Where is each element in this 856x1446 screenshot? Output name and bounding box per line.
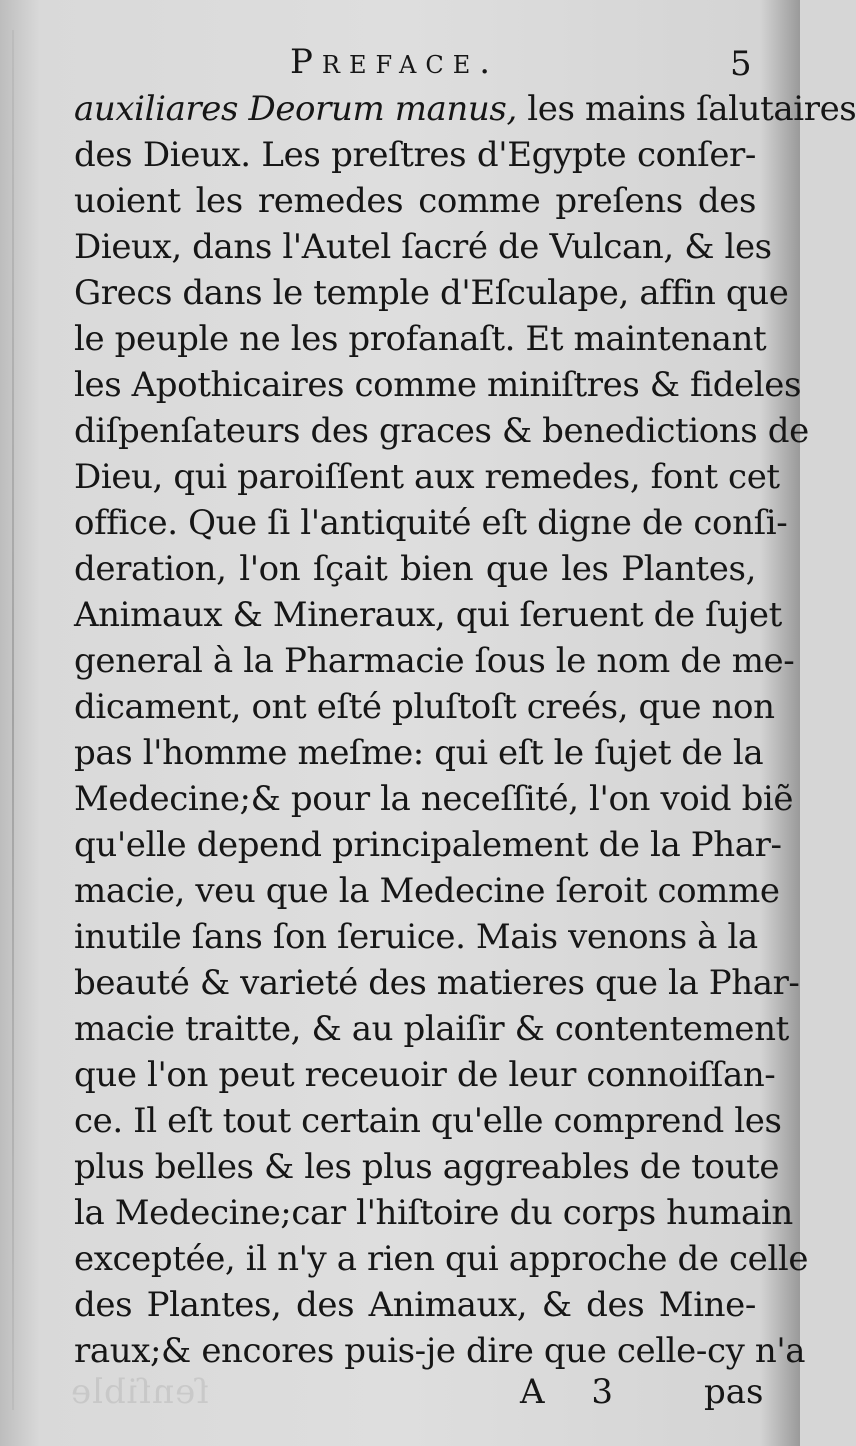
line-text: uoient les remedes comme preſens des (74, 181, 756, 221)
page-footer (0, 1372, 800, 1418)
text-line (74, 868, 780, 914)
line-text: office. Que ſi l'antiquité eſt digne de conſi- (74, 503, 788, 543)
body-text (74, 86, 856, 1374)
text-line (74, 86, 856, 132)
text-line (74, 1190, 793, 1236)
line-text: deration, l'on ſçait bien que les Plantes, (74, 549, 756, 589)
line-text: macie traitte, & au plaiſir & contentement (74, 1009, 789, 1049)
text-line (74, 730, 764, 776)
page-number: 5 (730, 44, 752, 84)
line-text: que l'on peut receuoir de leur connoiſſan- (74, 1055, 776, 1095)
text-line (74, 546, 756, 592)
line-text: les Apothicaires comme miniſtres & fideles (74, 365, 802, 405)
text-line (74, 1098, 782, 1144)
text-line (74, 224, 772, 270)
signature-mark: A 3 (520, 1372, 631, 1412)
text-line (74, 960, 800, 1006)
line-text: macie, veu que la Medecine ſeroit comme (74, 871, 780, 911)
line-text: le peuple ne les profanaſt. Et maintenant (74, 319, 767, 359)
text-line (74, 638, 795, 684)
text-line (74, 1282, 756, 1328)
line-text: beauté & varieté des matieres que la Phar- (74, 963, 800, 1003)
text-line (74, 684, 775, 730)
text-line (74, 1328, 806, 1374)
text-line (74, 362, 802, 408)
line-text: Grecs dans le temple d'Eſculape, affin que (74, 273, 789, 313)
line-text: general à la Pharmacie ſous le nom de me- (74, 641, 795, 681)
text-line (74, 592, 782, 638)
line-text: Medecine;& pour la neceſſité, l'on void biẽ (74, 779, 794, 819)
text-line (74, 1006, 789, 1052)
line-text: inutile ſans ſon ſeruice. Mais venons à la (74, 917, 758, 957)
line-text: pas l'homme meſme: qui eſt le ſujet de la (74, 733, 764, 773)
line-text: exceptée, il n'y a rien qui approche de celle (74, 1239, 809, 1279)
text-line (74, 500, 788, 546)
line-text: Dieux, dans l'Autel ſacré de Vulcan, & les (74, 227, 772, 267)
bleed-through-text: ſenſible (70, 1372, 209, 1412)
running-title: Preface. (290, 42, 500, 82)
text-line (74, 408, 809, 454)
text-line (74, 178, 756, 224)
text-line (74, 822, 782, 868)
line-text: des Dieux. Les preſtres d'Egypte conſer- (74, 135, 756, 175)
text-line (74, 270, 789, 316)
line-text: Dieu, qui paroiſſent aux remedes, font cet (74, 457, 780, 497)
text-line (74, 1236, 809, 1282)
line-text: des Plantes, des Animaux, & des Mine- (74, 1285, 756, 1325)
line-text: diſpenſateurs des graces & benedictions de (74, 411, 809, 451)
text-line (74, 132, 756, 178)
catchword: pas (704, 1372, 764, 1412)
line-text: la Medecine;car l'hiſtoire du corps humain (74, 1193, 793, 1233)
line-text: plus belles & les plus aggreables de toute (74, 1147, 780, 1187)
text-line (74, 454, 780, 500)
line-text: ce. Il eſt tout certain qu'elle comprend les (74, 1101, 782, 1141)
text-line (74, 914, 756, 960)
text-line (74, 316, 767, 362)
italic-phrase: auxiliares Deorum manus, (74, 89, 517, 129)
text-line (74, 1052, 776, 1098)
text-line (74, 1144, 780, 1190)
line-text: raux;& encores puis-je dire que celle-cy n'a (74, 1331, 806, 1371)
line-text: Animaux & Mineraux, qui ſeruent de ſujet (74, 595, 782, 635)
gutter-shadow (12, 30, 14, 1410)
page-header (0, 42, 800, 88)
line-text: les mains ſalutaires (516, 89, 856, 129)
line-text: qu'elle depend principalement de la Phar- (74, 825, 782, 865)
text-line (74, 776, 794, 822)
line-text: dicament, ont eſté pluſtoſt creés, que non (74, 687, 775, 727)
